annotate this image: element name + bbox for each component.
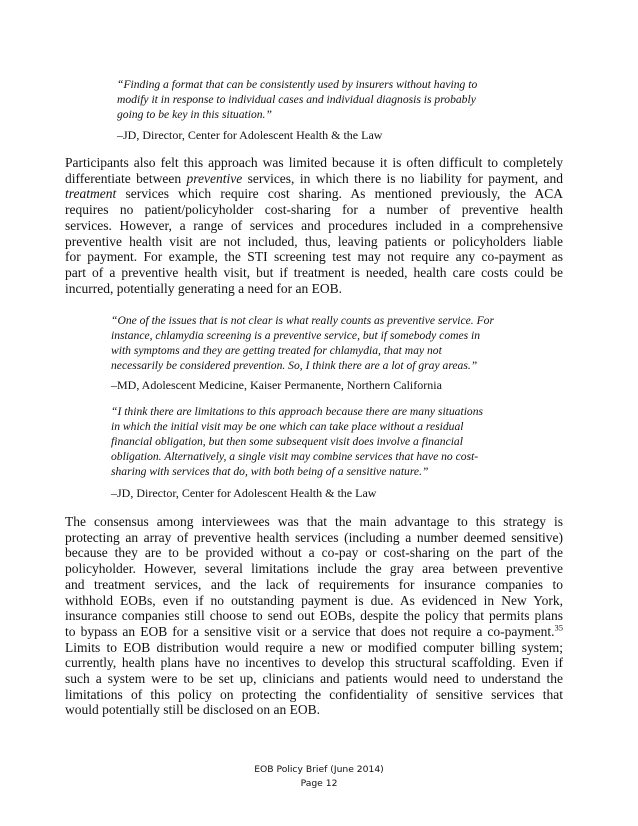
paragraph-1 (65, 155, 563, 296)
paragraph-line: and treatment services, and the lack of requirements for insurance companies to (65, 576, 563, 592)
quote-3-attribution: –JD, Director, Center for Adolescent Health & the Law (111, 486, 377, 500)
quote-3 (111, 404, 531, 479)
footnote-marker: 35 (554, 622, 563, 633)
paragraph-line: currently, health plans have no incentives to develop this structural scaffolding. Even if (65, 655, 563, 671)
paragraph-line: part of a preventive health visit, but if treatment is needed, health care costs could be (65, 264, 563, 280)
paragraph-line: to bypass an EOB for a sensitive visit or a service that does not require a co-payment.$^{35}$ (65, 622, 563, 639)
page-number: Page 12 (300, 778, 338, 789)
quote-2-attribution: –MD, Adolescent Medicine, Kaiser Permanente, Northern California (111, 378, 442, 392)
paragraph-line: policyholder. However, several limitations include the gray area between preventive (65, 561, 563, 577)
paragraph-line: such a system were to be set up, clinicians and patients would need to understand the (65, 671, 563, 687)
quote-line: in which the initial visit may be one which can take place without a residual (111, 420, 464, 433)
paragraph-2 (65, 514, 563, 718)
paragraph-line: insurance companies still choose to send out EOBs, despite the policy that permits plans (65, 608, 563, 624)
quote-line: “One of the issues that is not clear is what really counts as preventive service. For (111, 314, 494, 327)
quote-1 (117, 77, 529, 122)
quote-line: “Finding a format that can be consistently used by insurers without having to (117, 78, 478, 91)
paragraph-line: preventive health visit are not included, thus, leaving patients or policyholders liable (65, 233, 563, 249)
quote-line: “I think there are limitations to this approach because there are many situations (111, 405, 484, 418)
paragraph-line: treatment services which require cost sharing. As mentioned previously, the ACA (65, 186, 563, 202)
paragraph-line: differentiate between preventive services, in which there is no liability for payment, and (65, 170, 563, 186)
paragraph-line: would potentially still be disclosed on an EOB. (65, 702, 320, 718)
paragraph-line: incurred, potentially generating a need for an EOB. (65, 280, 343, 296)
quote-line: instance, chlamydia screening is a preventive service, but if somebody comes in (111, 329, 481, 342)
quote-line: necessarily be considered prevention. So, I think there are a lot of gray areas.” (111, 359, 478, 372)
quote-line: going to be key in this situation.” (117, 108, 272, 121)
quote-line: modify it in response to individual cases and individual diagnosis is probably (117, 93, 476, 106)
paragraph-line: services. However, a range of services and procedures included in a comprehensive (65, 217, 563, 233)
quote-1-attribution: –JD, Director, Center for Adolescent Health & the Law (117, 128, 383, 142)
paragraph-line: because they are to be provided without a co-pay or cost-sharing on the part of the (65, 545, 563, 561)
quote-line: with symptoms and they are getting treated for chlamydia, that may not (111, 344, 442, 357)
paragraph-line: Participants also felt this approach was limited because it is often difficult to completely (65, 155, 563, 170)
paragraph-line: Limits to EOB distribution would require a new or modified computer billing system; (65, 639, 563, 655)
paragraph-line: withhold EOBs, even if no outstanding payment is due. As evidenced in New York, (65, 592, 563, 608)
quote-line: financial obligation, but then some subsequent visit does involve a financial (111, 435, 463, 448)
paragraph-line: requires no patient/policyholder cost-sharing for a number of preventive health (65, 202, 563, 218)
quote-line: obligation. Alternatively, a single visit may combine services that have no cost- (111, 450, 479, 463)
quote-line: sharing with services that do, with both being of a sensitive nature.” (111, 465, 429, 478)
footer-title: EOB Policy Brief (June 2014) (254, 764, 384, 775)
paragraph-line: limitations of this policy on protecting the confidentiality of sensitive services that (65, 686, 563, 702)
paragraph-line: The consensus among interviewees was that the main advantage to this strategy is (65, 514, 563, 529)
quote-2 (111, 313, 531, 373)
paragraph-line: for payment. For example, the STI screening test may not require any co-payment as (65, 249, 563, 265)
paragraph-line: protecting an array of preventive health services (including a number deemed sensitive) (65, 529, 563, 545)
